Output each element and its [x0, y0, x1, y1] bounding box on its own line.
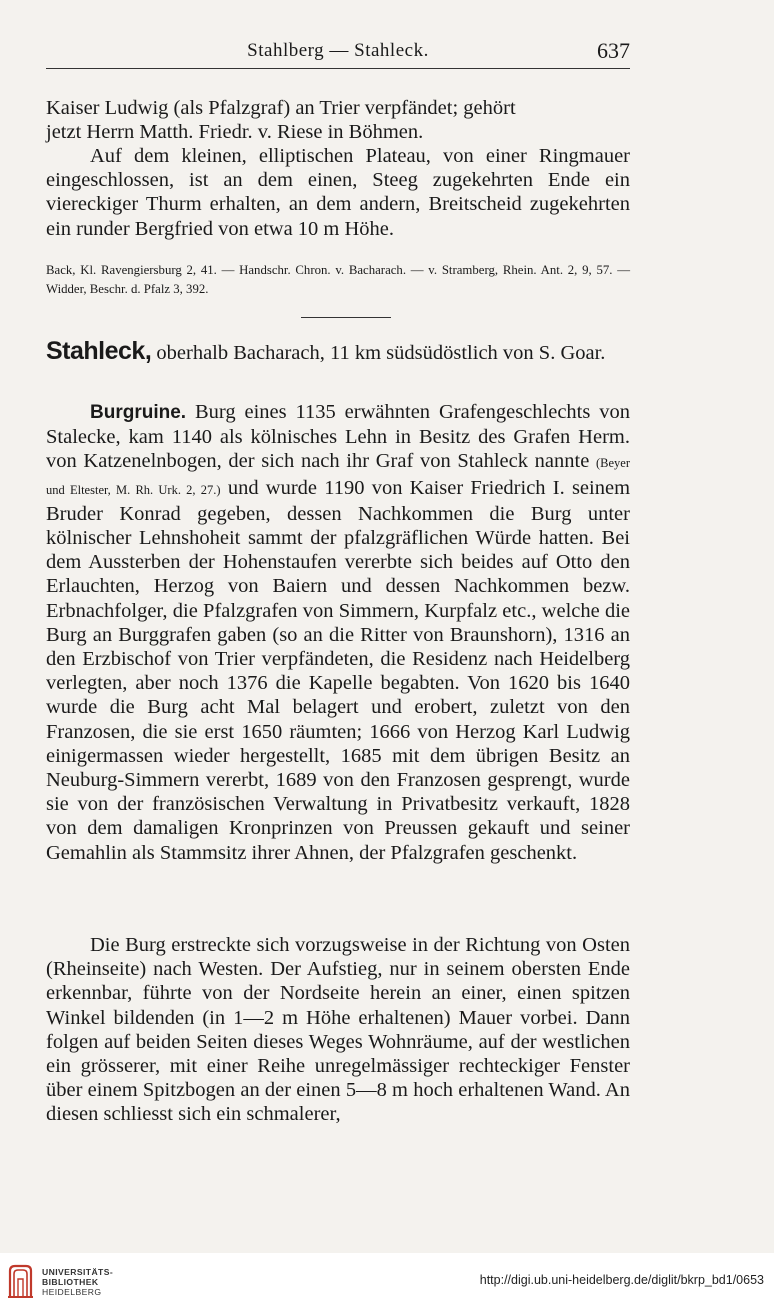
permalink-url[interactable]: http://digi.ub.uni-heidelberg.de/diglit/bkrp_bd1/0653: [479, 1273, 764, 1287]
burgruine-label: Burgruine.: [90, 402, 187, 423]
viewer-footer: [0, 1253, 774, 1314]
header-rule: [46, 68, 630, 69]
entry-location: oberhalb Bacharach, 11 km südsüdöstlich von S. Goar.: [156, 342, 606, 364]
entry-name: Stahleck,: [46, 337, 152, 365]
text-line: Kaiser Ludwig (als Pfalzgraf) an Trier verpfändet; gehört: [46, 97, 516, 119]
heidelberg-library-logo-icon[interactable]: [6, 1263, 34, 1301]
library-line: UNIVERSITÄTS-: [42, 1267, 114, 1277]
footnote-references: Back, Kl. Ravengiersburg 2, 41. — Handschr. Chron. v. Bacharach. — v. Stramberg, Rhein. Ant. 2, 9, 57. — Widder, Beschr. d. Pfalz 3, 392.: [46, 263, 630, 296]
running-title: Stahlberg — Stahleck.: [247, 40, 429, 61]
paragraph-continued: [46, 96, 630, 144]
burgruine-text-b: und wurde 1190 von Kaiser Friedrich I. seinem Bruder Konrad gegeben, dessen Nachkommen die Burg unter kölnischer Lehnshoheit sammt der pfalzgräflichen Würde hatten. Bei dem Aussterben der Hohenstaufen vererbte sich beides auf Otto den Erlauchten, Herzog von Baiern und dessen Nachkommen bezw. Erbnachfolger, die Pfalzgrafen von Simmern, Kurpfalz etc., welche die Burg an Burggrafen gaben (so an die Ritter von Braunshorn), 1316 an den Erzbischof von Trier verpfändeten, die Residenz nach Heidelberg verlegten, aber noch 1376 die Kapelle begabten. Von 1620 bis 1640 wurde die Burg acht Mal belagert und erobert, zuletzt von den Franzosen, die sie erst 1650 räumten; 1666 von Herzog Karl Ludwig einigermassen wieder hergestellt, 1685 mit dem übrigen Besitz an Neuburg-Simmern vererbt, 1689 von den Franzosen gesprengt, wurde sie von der französischen Verwaltung in Privatbesitz verkauft, 1828 von dem damaligen Kronprinzen von Preussen gekauft und seiner Gemahlin als Stammsitz ihrer Ahnen, der Pfalzgrafen geschenkt.: [46, 476, 631, 864]
text-line: jetzt Herrn Matth. Friedr. v. Riese in Böhmen.: [46, 121, 424, 144]
section-separator: [301, 317, 391, 318]
paragraph-burgruine: [46, 400, 630, 865]
running-header: [46, 40, 630, 68]
library-line: BIBLIOTHEK: [42, 1277, 99, 1287]
burgruine-citation: (Beyer und Eltester, M. Rh. Urk. 2, 27.): [46, 456, 630, 497]
entry-heading: [46, 338, 670, 366]
library-line: HEIDELBERG: [42, 1287, 102, 1297]
burgruine-text-a: Burg eines 1135 erwähnten Grafengeschlechts von Stalecke, kam 1140 als kölnisches Lehn in Besitz des Grafen Herm. von Katzenelnbogen, der sich nach ihr Graf von Stahleck nannte: [46, 401, 630, 473]
paragraph-plateau: Auf dem kleinen, elliptischen Plateau, von einer Ringmauer eingeschlossen, ist an dem einen, Steeg zugekehrten Ende ein viereckiger Thurm erhalten, an dem andern, Breitscheid zugekehrten ein runder Bergfried von etwa 10 m Höhe.: [46, 145, 630, 240]
paragraph-layout: Die Burg erstreckte sich vorzugsweise in der Richtung von Osten (Rheinseite) nach Westen. Der Aufstieg, nur in seinem obersten Ende erkennbar, führte von der Nordseite herein an einer, einen spitzen Winkel bildenden (in 1—2 m Höhe erhaltenen) Mauer vorbei. Dann folgen auf beiden Seiten dieses Weges Wohnräume, auf der westlichen ein grösserer, mit einer Reihe unregelmässiger rechteckiger Fenster über einem Spitzbogen an der einen 5—8 m hoch erhaltenen Wand. An diesen schliesst sich ein schmalerer,: [46, 934, 630, 1126]
page-number: 637: [597, 38, 630, 63]
library-name: [42, 1267, 113, 1297]
